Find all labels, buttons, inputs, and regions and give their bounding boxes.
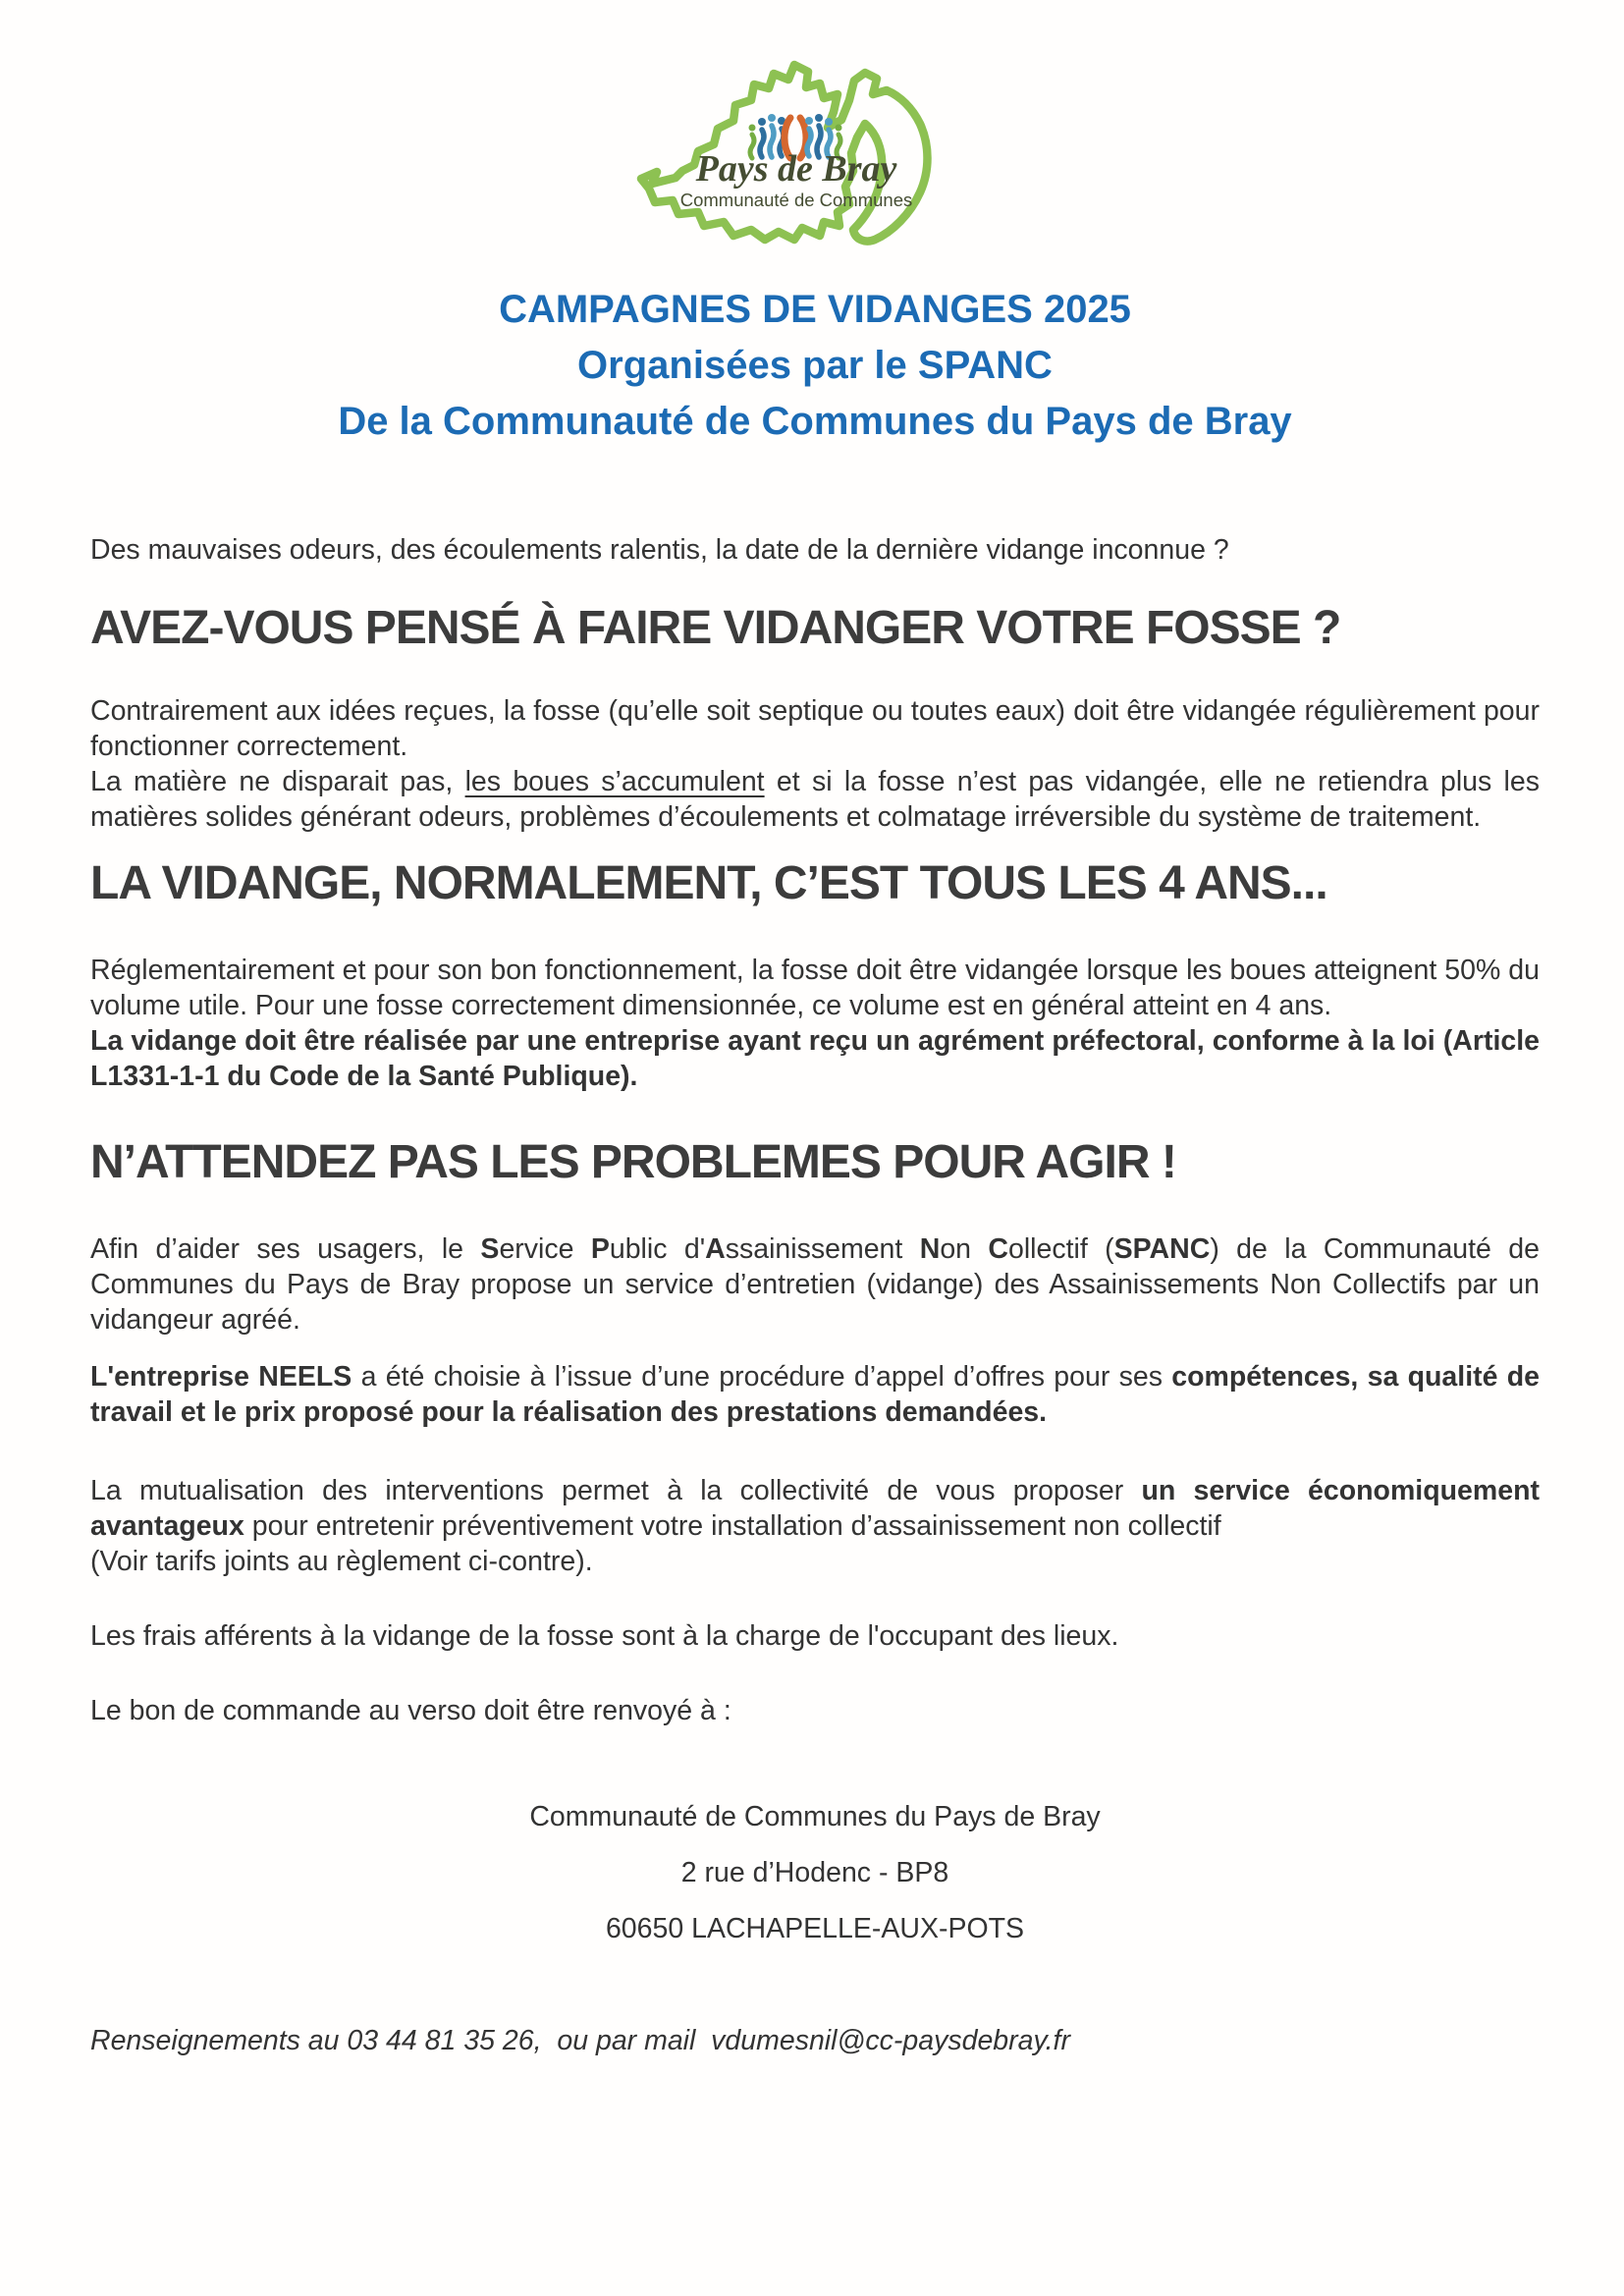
s3p2-b2: compétences, sa qualité de travail et le prix proposé pour la réalisation des prestations demandées. [90, 1361, 1541, 1428]
s3p1-b4: N [919, 1233, 941, 1265]
intro-question: Des mauvaises odeurs, des écoulements ralentis, la date de la dernière vidange inconnue ? [90, 534, 1229, 566]
section3-paragraph-1 [90, 1231, 1540, 1338]
section1-paragraph-2 [90, 764, 1540, 835]
section1-p2-rest: et si la fosse n’est pas vidangée, elle ne retiendra plus les matières solides générant odeurs, problèmes d’écoulements et colmatage irréversible du système de traitement. [90, 766, 1540, 833]
section2-paragraph-2 [90, 1023, 1540, 1094]
section1-paragraph-1 [90, 693, 1540, 764]
s3p1-b2: P [590, 1233, 610, 1265]
s3p1-b5: C [988, 1233, 1008, 1265]
section1-heading: AVEZ-VOUS PENSÉ À FAIRE VIDANGER VOTRE FOSSE ? [90, 602, 1341, 654]
address-line-3: 60650 LACHAPELLE-AUX-POTS [605, 1913, 1025, 1944]
section3-paragraph-2 [90, 1359, 1540, 1430]
s3p1-b1: S [480, 1233, 500, 1265]
s3p2-b1: L'entreprise NEELS [90, 1361, 352, 1393]
address-line-1: Communauté de Communes du Pays de Bray [529, 1801, 1101, 1832]
logo-subbrand-text: Communauté de Communes [679, 190, 913, 210]
section1-p2-lead: La matière ne disparait pas, [90, 766, 465, 797]
s3p1-t5: on [940, 1233, 989, 1265]
s3p1-t7: ) de la Communauté de Communes du Pays de Bray propose un service d’entretien (vidange) des Assainissements Non Collectifs par un vidangeur agréé. [90, 1233, 1540, 1336]
s3p3-t2: pour entretenir préventivement votre installation d’assainissement non collectif [244, 1510, 1221, 1542]
section2-paragraph-1 [90, 953, 1540, 1023]
section3-paragraph-3 [90, 1473, 1540, 1579]
s3p2-t1: a été choisie à l’issue d’une procédure d’appel d’offres pour ses [352, 1361, 1172, 1393]
pays-de-bray-logo [604, 51, 1026, 252]
address-line-2: 2 rue d’Hodenc - BP8 [680, 1857, 949, 1888]
logo-brand-text: Pays de Bray [695, 148, 897, 190]
section3-paragraph-5: Le bon de commande au verso doit être renvoyé à : [90, 1695, 731, 1726]
title-line-2: Organisées par le SPANC [577, 344, 1053, 387]
section2-p1-text: Réglementairement et pour son bon fonctionnement, la fosse doit être vidangée lorsque les boues atteignent 50% du volume utile. Pour une fosse correctement dimensionnée, ce volume est en général atteint en 4 ans. [90, 955, 1540, 1021]
section1-p2-underlined: les boues s’accumulent [464, 766, 765, 797]
s3p1-t1: Afin d’aider ses usagers, le [90, 1233, 481, 1265]
title-line-3: De la Communauté de Communes du Pays de Bray [338, 400, 1292, 443]
s3p1-b3: A [705, 1233, 726, 1265]
s3p1-t6: ollectif ( [1008, 1233, 1114, 1265]
s3p3-t1: La mutualisation des interventions permet à la collectivité de vous proposer [90, 1475, 1142, 1506]
contact-info-line: Renseignements au 03 44 81 35 26, ou par mail vdumesnil@cc-paysdebray.fr [90, 2025, 1070, 2056]
section3-heading: N’ATTENDEZ PAS LES PROBLEMES POUR AGIR ! [90, 1136, 1176, 1188]
s3p1-t2: ervice [499, 1233, 591, 1265]
title-line-1: CAMPAGNES DE VIDANGES 2025 [499, 288, 1131, 331]
section2-p2-text: La vidange doit être réalisée par une entreprise ayant reçu un agrément préfectoral, conforme à la loi (Article L1331-1-1 du Code de la Santé Publique). [90, 1025, 1540, 1092]
section1-p1-text: Contrairement aux idées reçues, la fosse (qu’elle soit septique ou toutes eaux) doit être vidangée régulièrement pour fonctionner correctement. [90, 695, 1540, 762]
s3p1-t3: ublic d' [609, 1233, 706, 1265]
document-title [90, 282, 1540, 450]
logo-graphic [604, 51, 1026, 252]
s3p3-b1: un service économiquement avantageux [90, 1475, 1540, 1542]
return-address-block [90, 1799, 1540, 1946]
section3-paragraph-4: Les frais afférents à la vidange de la fosse sont à la charge de l'occupant des lieux. [90, 1620, 1119, 1652]
s3p3-t3: (Voir tarifs joints au règlement ci-contre). [90, 1546, 593, 1577]
s3p1-t4: ssainissement [725, 1233, 920, 1265]
s3p1-b6: SPANC [1113, 1233, 1211, 1265]
section2-heading: LA VIDANGE, NORMALEMENT, C’EST TOUS LES 4 ANS... [90, 857, 1327, 909]
